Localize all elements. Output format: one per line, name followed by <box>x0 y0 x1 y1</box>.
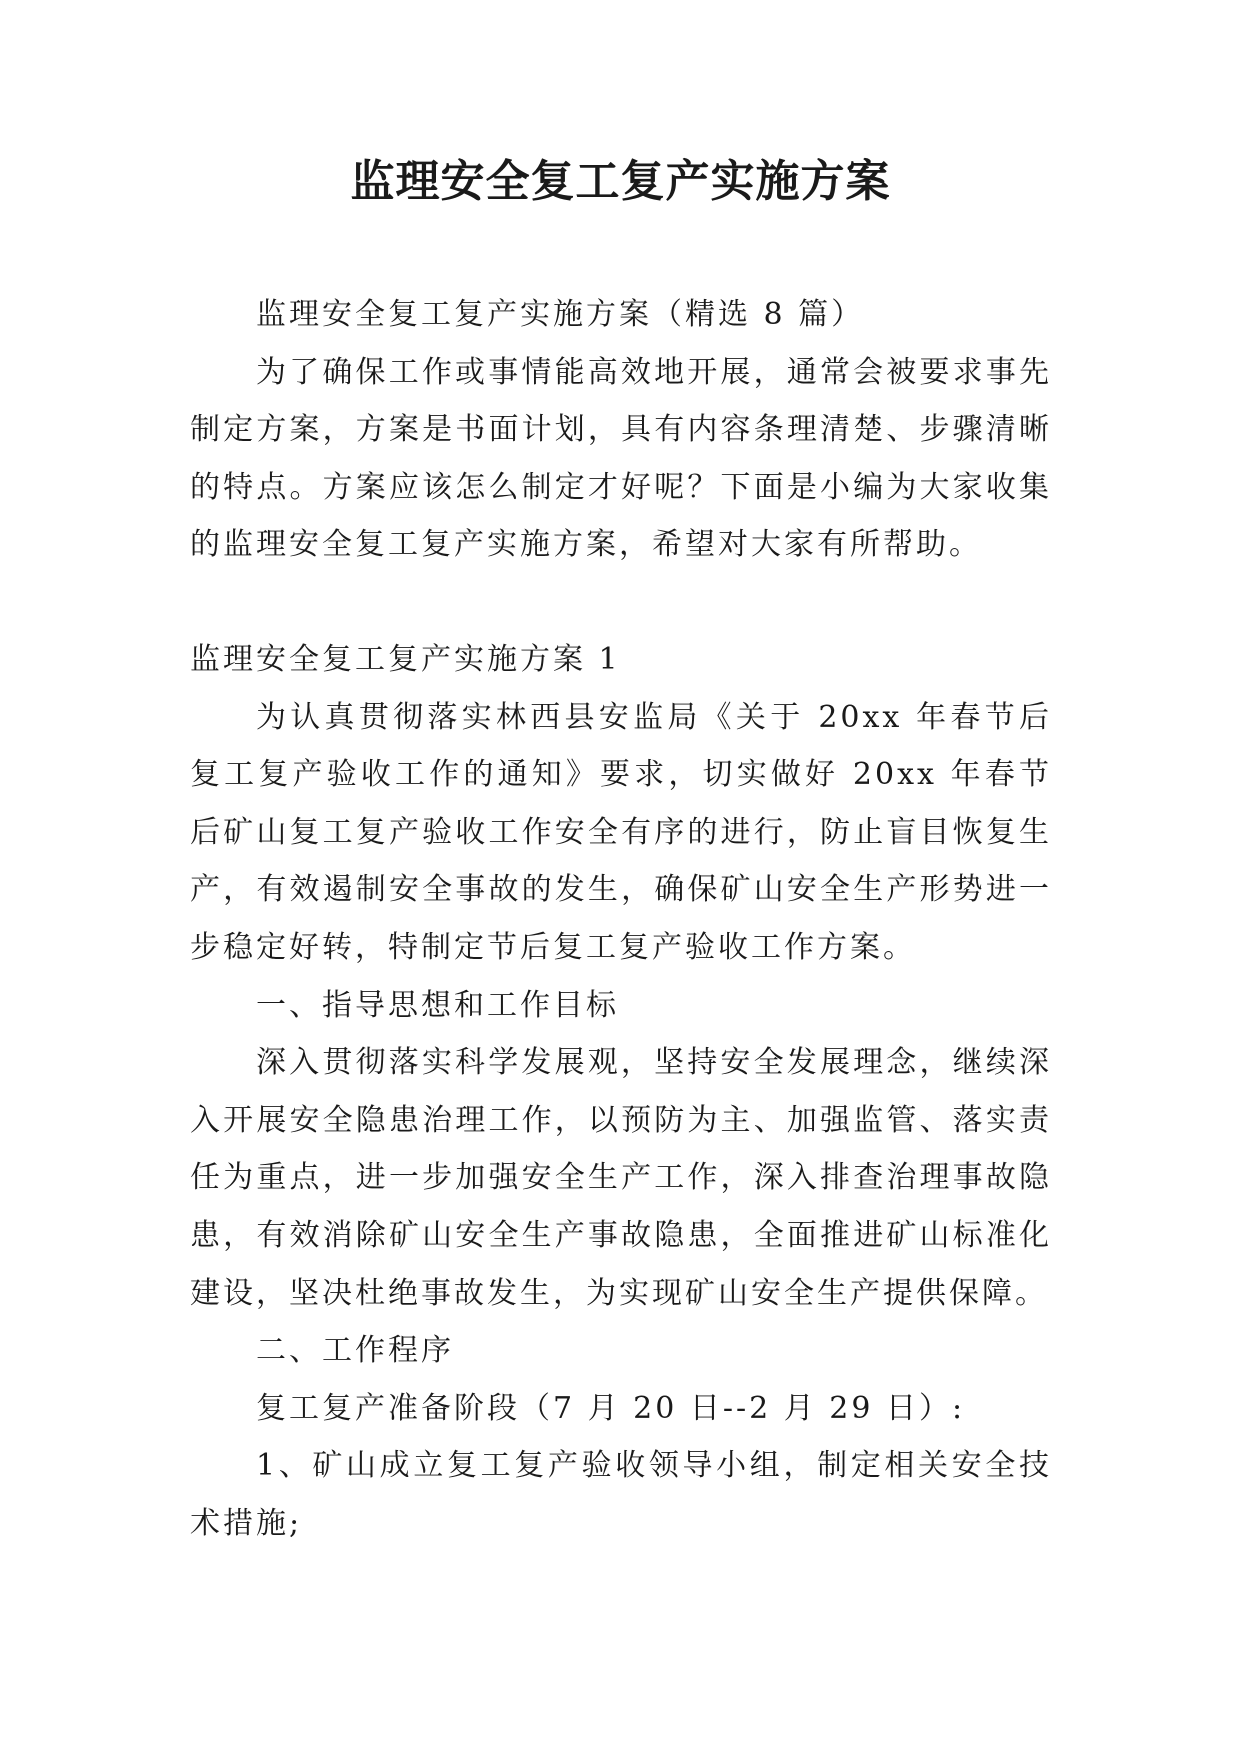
preparation-stage-paragraph: 复工复产准备阶段（7 月 20 日--2 月 29 日）: <box>256 1390 966 1426</box>
document-title: 监理安全复工复产实施方案 <box>350 156 891 207</box>
subtitle-paragraph: 监理安全复工复产实施方案（精选 8 篇） <box>256 297 865 332</box>
subheading-work-procedure: 二、工作程序 <box>256 1333 454 1369</box>
intro-paragraph: 为了确保工作或事情能高效地开展，通常会被要求事先制定方案，方案是书面计划，具有内容条理清楚、步骤清晰的特点。方案应该怎么制定才好呢？下面是小编为大家收集的监理安全复工复产实施方案，希望对大家有所帮助。 <box>190 354 1052 563</box>
subheading-guiding-ideas: 一、指导思想和工作目标 <box>256 987 619 1023</box>
section-heading-1: 监理安全复工复产实施方案 1 <box>190 641 621 677</box>
document-body <box>190 286 1052 1552</box>
guiding-ideas-paragraph: 深入贯彻落实科学发展观，坚持安全发展理念，继续深入开展安全隐患治理工作，以预防为主、加强监管、落实责任为重点，进一步加强安全生产工作，深入排查治理事故隐患，有效消除矿山安全生产事故隐患，全面推进矿山标准化建设，坚决杜绝事故发生，为实现矿山安全生产提供保障。 <box>190 1045 1052 1311</box>
list-item-1: 1、矿山成立复工复产验收领导小组，制定相关安全技术措施; <box>190 1448 1052 1541</box>
section-1-paragraph: 为认真贯彻落实林西县安监局《关于 20xx 年春节后复工复产验收工作的通知》要求，切实做好 20xx 年春节后矿山复工复产验收工作安全有序的进行，防止盲目恢复生产，有效遏制安全事故的发生，确保矿山安全生产形势进一步稳定好转，特制定节后复工复产验收工作方案。 <box>190 699 1052 965</box>
paragraph-spacer <box>190 574 1052 631</box>
